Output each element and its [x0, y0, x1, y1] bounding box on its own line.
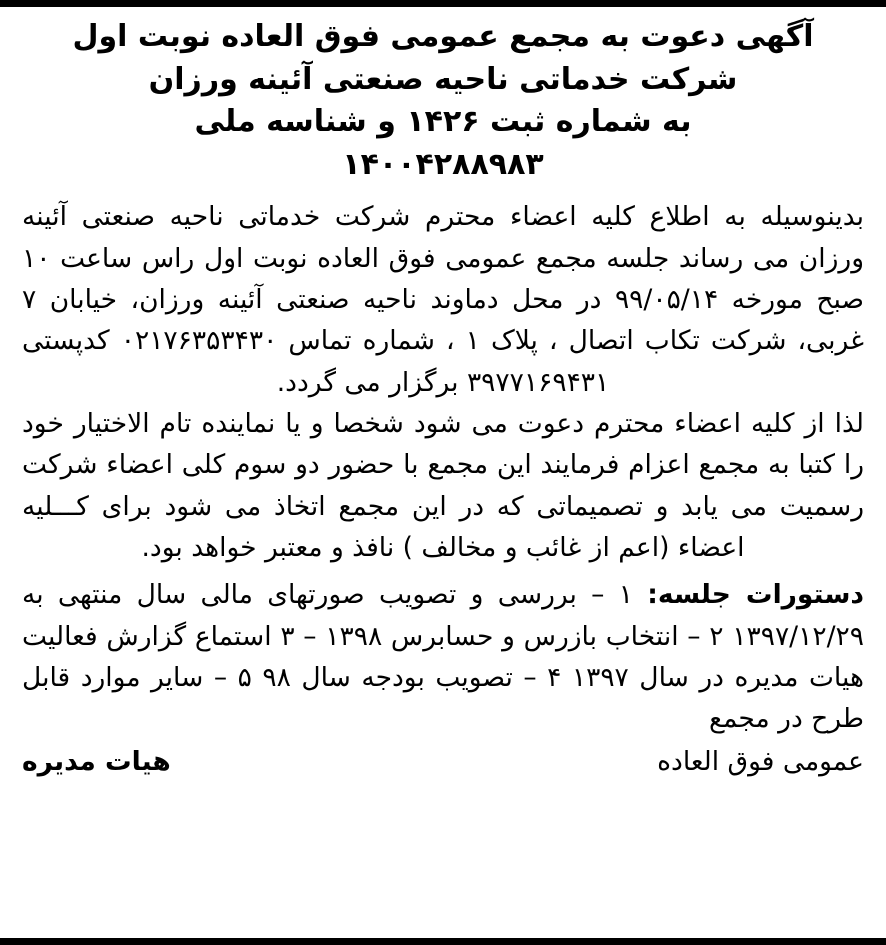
notice-headline — [22, 16, 864, 186]
signature-trailing-text: عمومی فوق العاده — [657, 745, 864, 777]
notice-signature-row — [22, 742, 864, 782]
headline-line-2: شرکت خدماتی ناحیه صنعتی آئینه ورزان — [148, 61, 738, 97]
top-rule — [0, 0, 886, 7]
headline-line-4: ۱۴۰۰۴۲۸۸۹۸۳ — [342, 146, 544, 182]
agenda-label: دستورات جلسه: — [647, 579, 864, 611]
notice-body — [22, 196, 864, 568]
bottom-rule — [0, 938, 886, 945]
paragraph-invitation: لذا از کلیه اعضاء محترم دعوت می شود شخصا و یا نماینده تام الاختیار خود را کتبا به مجمع اعزام فرمایند این مجمع با حضور دو سوم کلی اعضاء شرکت رسمیت می یابد و تصمیماتی که در این مجمع اتخاذ می شود برای کـــلیه اعضاء (اعم از غائب و مخالف ) نافذ و معتبر خواهد بود. — [22, 408, 864, 563]
paragraph-meeting-details: بدینوسیله به اطلاع کلیه اعضاء محترم شرکت خدماتی ناحیه صنعتی آئینه ورزان می رساند جلسه مجمع عمومی فوق العاده نوبت اول راس ساعت ۱۰ صبح مورخه ۹۹/۰۵/۱۴ در محل دماوند ناحیه صنعتی آئینه ورزان، خیابان ۷ غربی، شرکت تکاب اتصال ، پلاک ۱ ، شماره تماس ۰۲۱۷۶۳۵۳۴۳۰ کدپستی ۳۹۷۷۱۶۹۴۳۱ برگزار می گردد. — [22, 201, 864, 398]
signature-board-of-directors: هیات مدیره — [22, 745, 171, 777]
agenda-items-text: ۱ – بررسی و تصویب صورتهای مالی سال منتهی به ۱۳۹۷/۱۲/۲۹ ۲ – انتخاب بازرس و حسابرس ۱۳۹۸ – ۳ استماع گزارش فعالیت هیات مدیره در سال ۱۳۹۷ ۴ – تصویب بودجه سال ۹۸ ۵ – سایر موارد قابل طرح در مجمع — [22, 579, 864, 735]
notice-agenda — [22, 574, 864, 739]
headline-line-1: آگهی دعوت به مجمع عمومی فوق العاده نوبت اول — [72, 19, 814, 54]
headline-line-3: به شماره ثبت ۱۴۲۶ و شناسه ملی — [194, 104, 692, 140]
